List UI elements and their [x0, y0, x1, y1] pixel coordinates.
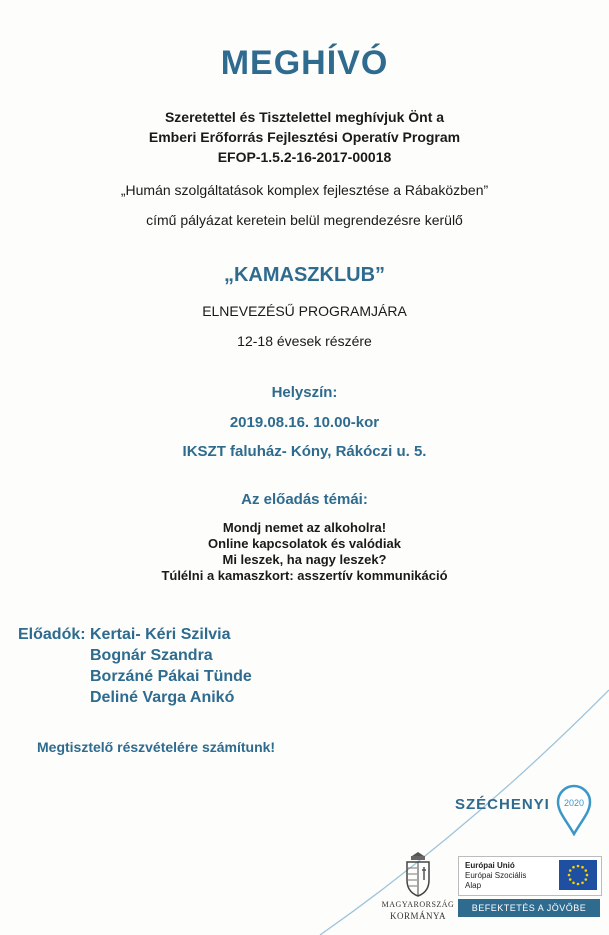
- closing-text: Megtisztelő részvételére számítunk!: [37, 739, 276, 755]
- eu-logo-box: [458, 856, 602, 896]
- event-datetime: 2019.08.16. 10.00-kor: [229, 414, 380, 431]
- intro-line-3: EFOP-1.5.2-16-2017-00018: [217, 149, 392, 165]
- eu-text: [465, 861, 526, 891]
- presenter-name: Deliné Varga Anikó: [90, 689, 235, 706]
- topic-item: Mi leszek, ha nagy leszek?: [222, 552, 387, 567]
- presenter-name: Kertai- Kéri Szilvia: [90, 626, 231, 643]
- location-label: Helyszín:: [271, 384, 338, 401]
- topic-item: Mondj nemet az alkoholra!: [222, 520, 387, 535]
- eu-line-1: Európai Unió: [465, 861, 515, 870]
- project-subtitle: című pályázat keretein belül megrendezésre kerülő: [146, 212, 463, 228]
- eu-flag-icon: [559, 860, 597, 890]
- coat-of-arms-icon: [402, 850, 434, 898]
- government-name-line-1: MAGYARORSZÁG: [381, 900, 455, 909]
- topic-item: Túlélni a kamaszkort: asszertív kommunikáció: [161, 568, 448, 583]
- intro-line-1: Szeretettel és Tisztelettel meghívjuk Önt a: [164, 109, 445, 125]
- presenters-label: Előadók:: [18, 626, 86, 643]
- age-line: 12-18 évesek részére: [237, 333, 372, 349]
- presenter-name: Bognár Szandra: [90, 647, 213, 664]
- eu-line-2: Európai Szociális: [465, 871, 527, 880]
- topics-label: Az előadás témái:: [241, 491, 368, 508]
- topic-item: Online kapcsolatok és valódiak: [208, 536, 401, 551]
- page-title: MEGHÍVÓ: [220, 44, 389, 82]
- event-place: IKSZT faluház- Kóny, Rákóczi u. 5.: [182, 443, 427, 460]
- szechenyi-pin-icon: [556, 784, 592, 836]
- szechenyi-year: 2020: [563, 798, 585, 808]
- slogan-banner: BEFEKTETÉS A JÖVŐBE: [458, 899, 600, 917]
- presenter-name: Borzáné Pákai Tünde: [90, 668, 252, 685]
- program-line: ELNEVEZÉSŰ PROGRAMJÁRA: [202, 303, 407, 319]
- government-name-line-2: KORMÁNYA: [389, 911, 446, 921]
- club-name: „KAMASZKLUB”: [223, 264, 386, 286]
- eu-line-3: Alap: [465, 881, 482, 890]
- project-title: „Humán szolgáltatások komplex fejlesztése a Rábaközben”: [120, 182, 489, 198]
- intro-line-2: Emberi Erőforrás Fejlesztési Operatív Program: [148, 129, 461, 145]
- szechenyi-logo-text: SZÉCHENYI: [455, 796, 550, 813]
